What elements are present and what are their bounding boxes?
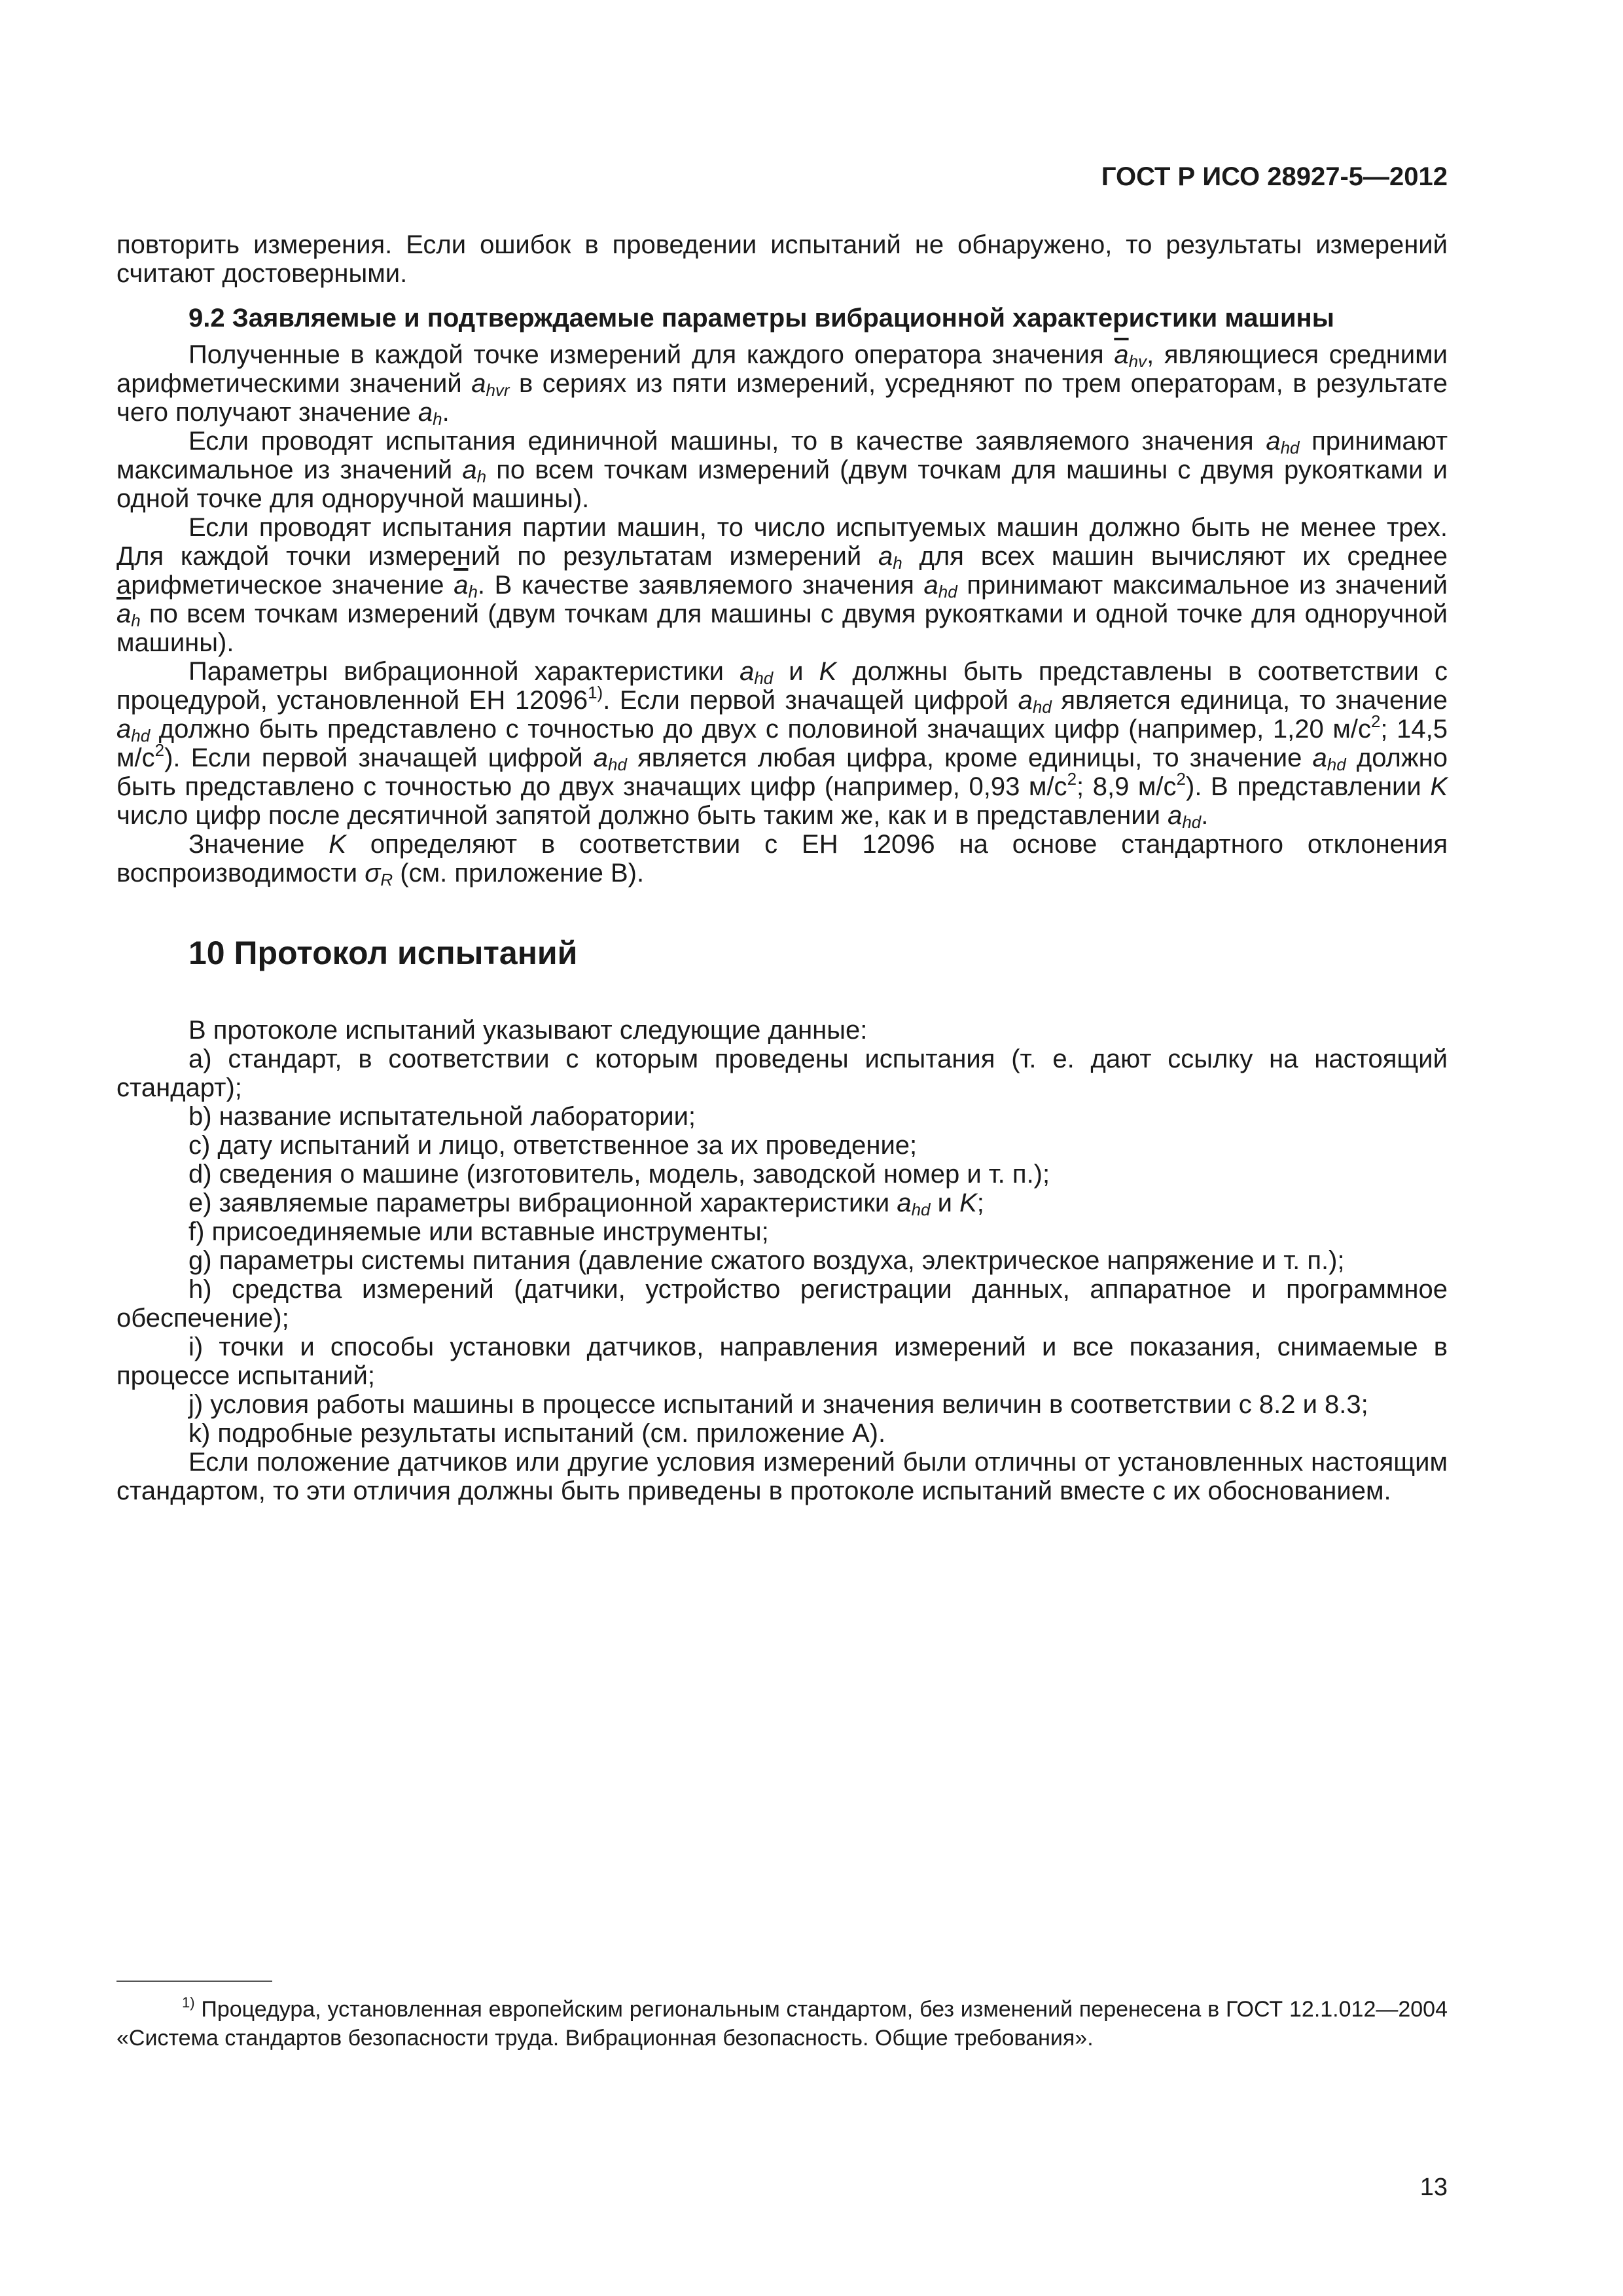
section-10-closing: Если положение датчиков или другие условия измерений были отличны от установленных настоящим стандартом, то эти отличия должны быть приведены в протоколе испытаний вместе с их обоснованием. [116, 1448, 1448, 1505]
list-item-h: h) средства измерений (датчики, устройство регистрации данных, аппаратное и программное обеспечение); [116, 1275, 1448, 1333]
list-item-e: e) заявляемые параметры вибрационной характеристики $a_{hd}$ и K; [188, 1189, 984, 1219]
section-10-heading: 10 Протокол испытаний [188, 935, 578, 971]
footnote-reference: 1) [588, 683, 603, 702]
list-item-f: f) присоединяемые или вставные инструменты; [188, 1217, 769, 1246]
list-item-i: i) точки и способы установки датчиков, направления измерений и все показания, снимаемые в процессе испытаний; [116, 1333, 1448, 1390]
paragraph-9-2-3: Если проводят испытания партии машин, то число испытуемых машин должно быть не менее трех. Для каждой точки измерений по результатам измерений $a_h$ для всех машин вычисляют их среднее арифметическое значение $\overline{a}_h$. В качестве заявляемого значения $a_{hd}$ принимают максимальное из значений $\overline{a}_h$ по всем точкам измерений (двум точкам для машины с двумя рукоятками и одной точке для одноручной машины). [116, 513, 1448, 657]
footnote-separator [116, 1981, 272, 1982]
footnote [116, 1995, 1448, 2053]
paragraph-9-2-2: Если проводят испытания единичной машины, то в качестве заявляемого значения $a_{hd}$ принимают максимальное из значений $a_h$ по всем точкам измерений (двум точкам для машины с двумя рукоятками и одной точке для одноручной машины). [116, 427, 1448, 513]
paragraph-9-2-1: Полученные в каждой точке измерений для каждого оператора значения $\overline{a}_{hv}$, являющиеся средними арифметическими значений $a_{hvr}$ в сериях из пяти измерений, усредняют по трем операторам, в результате чего получают значение $a_h$. [116, 340, 1448, 429]
list-item-b: b) название испытательной лаборатории; [188, 1102, 696, 1131]
list-item-c: c) дату испытаний и лицо, ответственное за их проведение; [188, 1131, 918, 1160]
list-item-g: g) параметры системы питания (давление сжатого воздуха, электрическое напряжение и т. п.); [188, 1246, 1345, 1275]
footnote-mark: 1) [182, 1994, 195, 2011]
paragraph-9-2-4: Параметры вибрационной характеристики $a_{hd}$ и K должны быть представлены в соответствии с процедурой, установленной ЕН 12096$^{1)}$. Если первой значащей цифрой $a_{hd}$ является единица, то значение $a_{hd}$ должно быть представлено с точностью до двух с половиной значащих цифр (например, 1,20 $м/с^2$; 14,5 $м/с^2$). Если первой значащей цифрой $a_{hd}$ является любая цифра, кроме единицы, то значение $a_{hd}$ должно быть представлено с точностью до двух значащих цифр (например, 0,93 $м/с^2$; 8,9 $м/с^2$). В представлении K число цифр после десятичной запятой должно быть таким же, как и в представлении $a_{hd}$. [116, 657, 1448, 832]
continuation-paragraph: повторить измерения. Если ошибок в проведении испытаний не обнаружено, то результаты измерений считают достоверными. [116, 230, 1448, 288]
section-10-intro: В протоколе испытаний указывают следующие данные: [188, 1016, 868, 1045]
list-item-j: j) условия работы машины в процессе испытаний и значения величин в соответствии с 8.2 и 8.3; [188, 1390, 1368, 1419]
list-item-k: k) подробные результаты испытаний (см. приложение А). [188, 1419, 886, 1448]
document-header: ГОСТ Р ИСО 28927-5—2012 [1101, 162, 1448, 191]
body-text [116, 230, 1448, 1505]
footnote-text: Процедура, установленная европейским региональным стандартом, без изменений перенесена в ГОСТ 12.1.012—2004 «Система стандартов безопасности труда. Вибрационная безопасность. Общие требования». [116, 1997, 1448, 2051]
section-9-2-heading: 9.2 Заявляемые и подтверждаемые параметры вибрационной характеристики машины [188, 304, 1334, 332]
list-item-a: a) стандарт, в соответствии с которым проведены испытания (т. е. дают ссылку на настоящий стандарт); [116, 1045, 1448, 1102]
page-number: 13 [1419, 2174, 1448, 2201]
list-item-d: d) сведения о машине (изготовитель, модель, заводской номер и т. п.); [188, 1160, 1050, 1189]
paragraph-9-2-5: Значение K определяют в соответствии с ЕН 12096 на основе стандартного отклонения воспроизводимости $\sigma_R$ (см. приложение В). [116, 830, 1448, 889]
